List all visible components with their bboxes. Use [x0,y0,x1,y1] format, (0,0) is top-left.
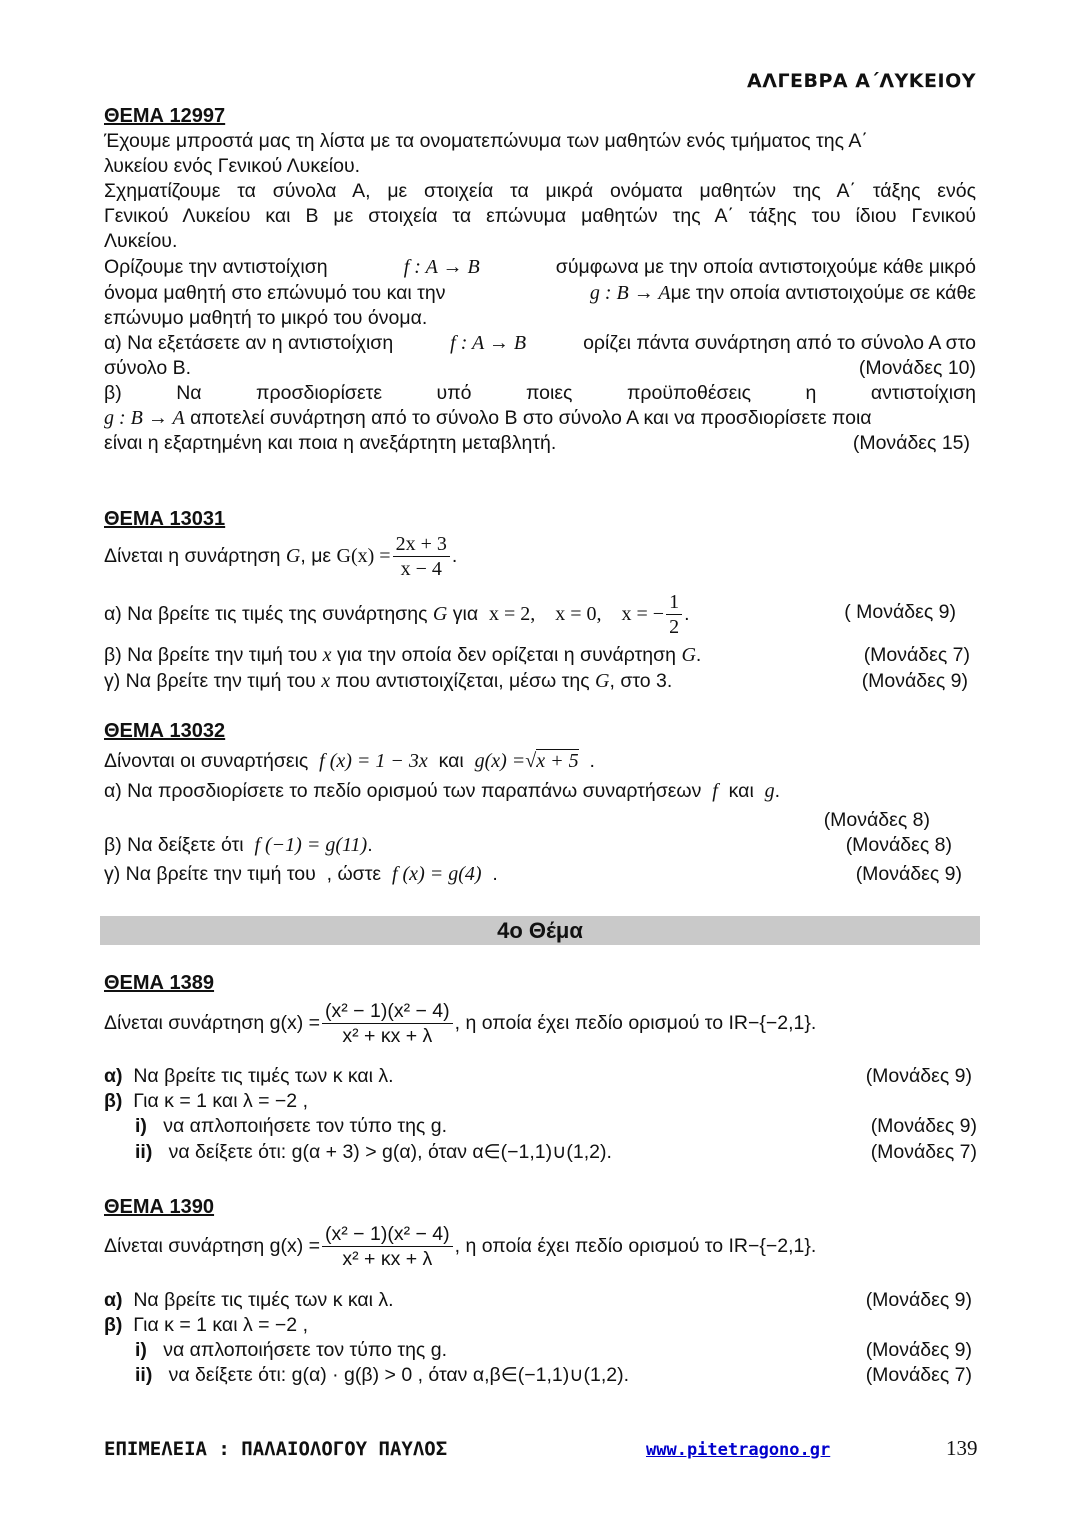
fraction [322,999,453,1048]
item-label: α) [104,1289,123,1311]
variable-x: x [321,670,331,692]
text-fragment: και [438,750,464,772]
marks: (Μονάδες 7) [865,1364,972,1386]
question-13032-a: α) Να προσδιορίσετε το πεδίο ορισμού των παραπάνω συναρτήσεων f και g. [104,780,781,802]
topic-13032-intro: Δίνονται οι συναρτήσεις f (x) = 1 − 3x και g(x) =√x + 5 . [104,750,595,772]
question-12997-b: β) Να προσδιορίσετε υπό ποιες προϋποθέσεις η αντιστοίχιση [104,382,976,404]
marks: (Μονάδες 7) [863,644,970,666]
item-label: β) [104,1090,123,1112]
text-fragment: Δίνεται συνάρτηση [104,1012,265,1034]
topic-title-13032: ΘΕΜΑ 13032 [104,720,226,742]
function-name: G [432,603,448,625]
text-fragment: , η οποία έχει πεδίο ορισμού το IR−{−2,1}. [454,1012,817,1034]
topic-title-12997: ΘΕΜΑ 12997 [104,105,226,127]
text-fragment: , ώστε [326,863,382,885]
text-fragment: Δίνονται οι συναρτήσεις [104,750,309,772]
function-f: f (x) = 1 − 3x [319,750,428,772]
text-fragment: α) Να εξετάσετε αν η αντιστοίχιση [104,332,394,354]
item-label: ii) [135,1141,153,1163]
footer-editor: ΕΠΙΜΕΛΕΙΑ : ΠΑΛΑΙΟΛΟΓΟΥ ΠΑΥΛΟΣ [104,1438,448,1460]
question-12997-a [104,331,976,356]
question-12997-b-cont: είναι η εξαρτημένη και ποια η ανεξάρτητη μεταβλητή. [104,432,557,454]
variable-x: x [322,644,332,666]
marks: (Μονάδες 9) [865,1339,972,1361]
item-label: i) [135,1339,147,1361]
text-fragment: να δείξετε ότι: g(α + 3) > g(α), όταν α∈(−1,1)∪(1,2). [168,1141,612,1163]
numerator: (x² − 1)(x² − 4) [322,1222,453,1247]
question-1389-a [104,1064,394,1089]
question-1390-b-i [135,1338,447,1363]
marks: (Μονάδες 10) [858,357,976,379]
expression: f (−1) = g(11) [254,834,368,856]
marks: (Μονάδες 9) [865,1065,972,1087]
text-fragment: Να βρείτε τις τιμές των κ και λ. [133,1289,394,1311]
topic-title-1389: ΘΕΜΑ 1389 [104,972,215,994]
topic-12997-line: Σχηματίζουμε τα σύνολα Α, με στοιχεία τα μικρά ονόματα μαθητών της Α΄ τάξης ενός [104,180,976,202]
question-12997-b-cont [104,406,872,431]
fraction [393,532,450,581]
item-label: β) [104,1314,123,1336]
text-fragment: να απλοποιήσετε τον τύπο της g. [163,1339,447,1361]
sqrt-argument: x + 5 [536,750,579,772]
text-fragment: Ορίζουμε την αντιστοίχιση [104,256,328,278]
text-fragment: όνομα μαθητή στο επώνυμό του και την [104,282,446,304]
question-1390-a [104,1288,394,1313]
mapping-f: f : A → B [450,332,527,354]
function-name: G [681,644,696,666]
text-fragment: β) Να δείξετε ότι [104,834,244,856]
topic-12997-line: Λυκείου. [104,230,178,252]
text-fragment: Να βρείτε τις τιμές των κ και λ. [133,1065,394,1087]
mapping-g: g : B → A [589,282,671,304]
marks: (Μονάδες 9) [865,1289,972,1311]
marks: (Μονάδες 8) [823,809,930,831]
question-1390-b-ii [135,1363,629,1388]
text-fragment: , με [300,545,332,567]
question-1390-b [104,1313,308,1338]
question-1389-b [104,1089,308,1114]
text-fragment: Για κ = 1 και λ = −2 , [133,1090,308,1112]
function-name: G [285,545,301,567]
text-fragment: , η οποία έχει πεδίο ορισμού το IR−{−2,1}. [454,1235,817,1257]
text-fragment: με την οποία αντιστοιχούμε σε κάθε [670,282,976,304]
text-fragment: σύμφωνα με την οποία αντιστοιχούμε κάθε μικρό [555,256,976,278]
function-f: f [712,780,718,802]
text-fragment: που αντιστοιχίζεται, μέσω της [335,670,590,692]
section-banner [100,916,980,945]
numerator: 1 [666,590,682,615]
question-13031-a: α) Να βρείτε τις τιμές της συνάρτησης G για x = 2, x = 0, x = − $\frac{1}{2}$ . [104,591,690,638]
denominator: x² + κx + λ [342,1248,433,1270]
marks: (Μονάδες 8) [845,834,952,856]
text-fragment: και [728,780,754,802]
marks: (Μονάδες 7) [870,1141,977,1163]
question-1389-b-ii [135,1140,612,1165]
function-g: g(x) = [474,750,526,772]
text-fragment: Δίνεται η συνάρτηση [104,545,281,567]
book-title: ΑΛΓΕΒΡΑ Α΄ΛΥΚΕΙΟΥ [747,70,976,92]
marks: (Μονάδες 9) [855,863,962,885]
item-label: ii) [135,1364,153,1386]
topic-12997-line: Έχουμε μπροστά μας τη λίστα με τα ονοματεπώνυμα των μαθητών ενός τμήματος της Α΄ [104,130,868,152]
function-expr: g(x) = [269,1235,321,1257]
topic-1389-intro [104,999,816,1048]
mapping-g: g : B → A [104,407,185,429]
question-13031-c [104,669,672,694]
text-fragment: για [452,603,479,625]
item-label: α) [104,1065,123,1087]
text-fragment: , στο 3. [609,670,673,692]
page-number: 139 [946,1436,978,1460]
function-name: G [595,670,610,692]
topic-title-1390: ΘΕΜΑ 1390 [104,1196,215,1218]
function-g: g [764,780,775,802]
text-fragment: να απλοποιήσετε τον τύπο της g. [163,1115,447,1137]
topic-12997-line [104,255,976,280]
marks: ( Μονάδες 9) [844,601,956,623]
topic-12997-line: Γενικού Λυκείου και Β με στοιχεία τα επώνυμα μαθητών της Α΄ τάξης του ίδιου Γενικού [104,205,976,227]
text-fragment: ορίζει πάντα συνάρτηση από το σύνολο Α στο [583,332,976,354]
sqrt-symbol: √ [525,750,537,772]
marks: (Μονάδες 9) [870,1115,977,1137]
text-fragment: α) Να προσδιορίσετε το πεδίο ορισμού των παραπάνω συναρτήσεων [104,780,702,802]
fraction [666,590,682,639]
question-13032-b: β) Να δείξετε ότι f (−1) = g(11). [104,834,373,856]
section-banner-label: 4ο Θέμα [497,918,583,943]
text-fragment: γ) Να βρείτε την τιμή του [104,863,316,885]
denominator: x − 4 [400,558,442,580]
text-fragment: Για κ = 1 και λ = −2 , [133,1314,308,1336]
text-fragment: αποτελεί συνάρτηση από το σύνολο Β στο σύνολο Α και να προσδιορίσετε ποια [190,407,872,429]
text-fragment: α) Να βρείτε τις τιμές της συνάρτησης [104,603,428,625]
mapping-f: f : A → B [403,256,480,278]
function-expr: G(x) = [336,545,391,567]
text-fragment: Δίνεται συνάρτηση [104,1235,265,1257]
question-12997-a-cont: σύνολο Β. [104,357,192,379]
topic-title-13031: ΘΕΜΑ 13031 [104,508,226,530]
topic-12997-line: λυκείου ενός Γενικού Λυκείου. [104,155,361,177]
topic-12997-line: επώνυμο μαθητή το μικρό του όνομα. [104,307,428,329]
item-label: i) [135,1115,147,1137]
marks: (Μονάδες 9) [861,670,968,692]
topic-13031-intro: Δίνεται η συνάρτηση G , με G(x) = $\frac{2x + 3}{x - 4}$ . [104,533,458,580]
fraction [322,1222,453,1271]
question-13031-b: β) Να βρείτε την τιμή του x για την οποία δεν ορίζεται η συνάρτηση G. [104,644,702,666]
denominator: 2 [669,616,680,638]
function-expr: g(x) = [269,1012,321,1034]
values: x = 2, x = 0, x = − [488,603,665,625]
text-fragment: γ) Να βρείτε την τιμή του [104,670,316,692]
question-1389-b-i [135,1114,447,1139]
question-13032-c: γ) Να βρείτε την τιμή του , ώστε f (x) = g(4) . [104,863,498,885]
denominator: x² + κx + λ [342,1025,433,1047]
numerator: (x² − 1)(x² − 4) [322,999,453,1024]
numerator: 2x + 3 [393,532,450,557]
marks: (Μονάδες 15) [852,432,970,454]
text-fragment: β) Να βρείτε την τιμή του [104,644,318,666]
footer-website-link[interactable]: www.pitetragono.gr [646,1440,831,1460]
text-fragment: για την οποία δεν ορίζεται η συνάρτηση [336,644,677,666]
expression: f (x) = g(4) [391,863,482,885]
text-fragment: να δείξετε ότι: g(α) · g(β) > 0 , όταν α,β∈(−1,1)∪(1,2). [168,1364,630,1386]
topic-1390-intro [104,1222,816,1271]
topic-12997-line [104,281,976,306]
